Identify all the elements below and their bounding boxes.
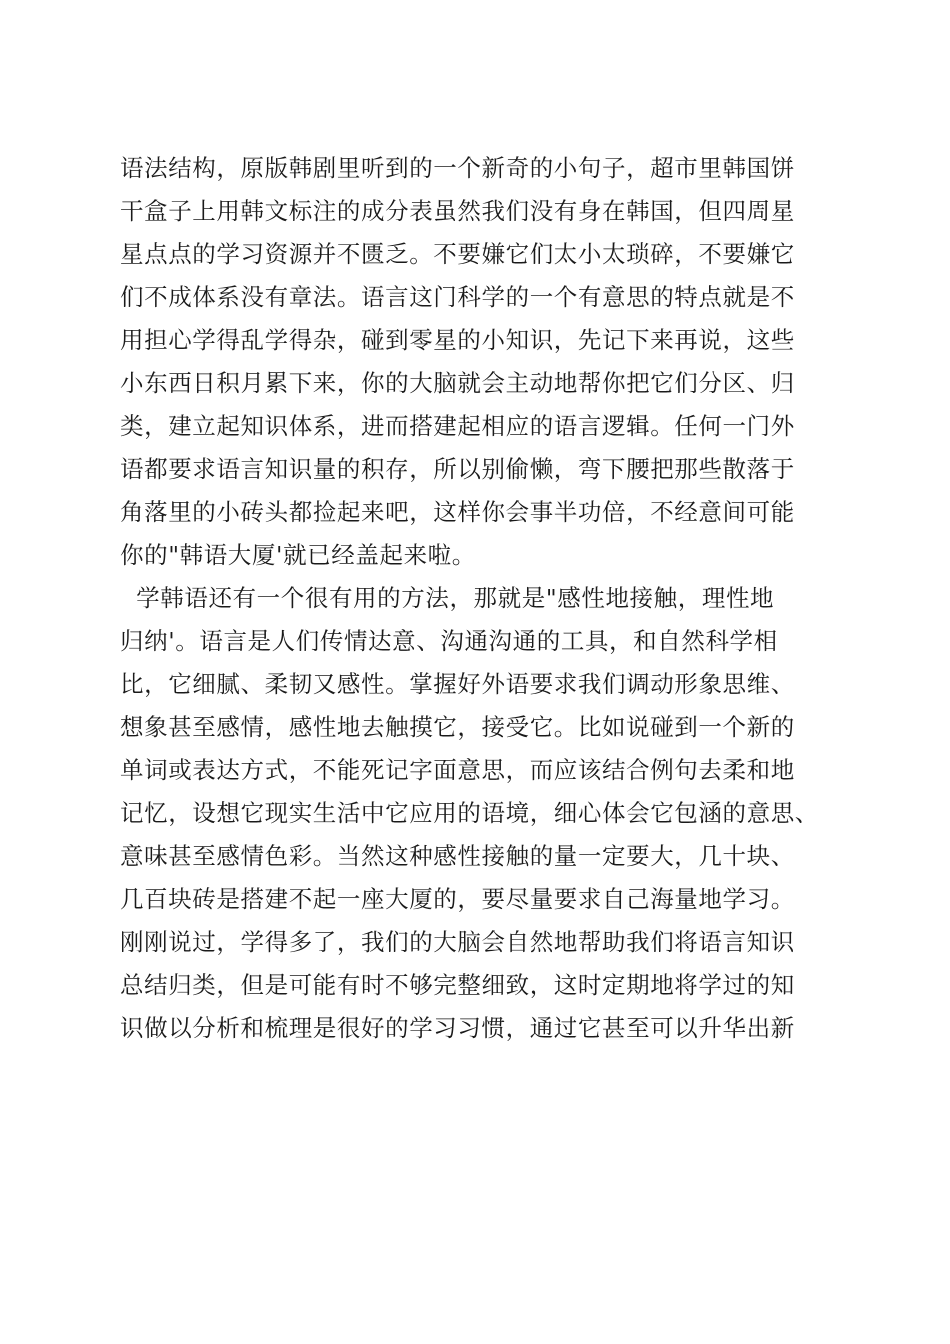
text-line: 你的"韩语大厦'就已经盖起来啦。 (120, 541, 476, 569)
text-line: 比，它细腻、柔韧又感性。掌握好外语要求我们调动形象思维、 (120, 670, 795, 698)
text-line: 小东西日积月累下来，你的大脑就会主动地帮你把它们分区、归 (120, 369, 795, 397)
text-line: 记忆，设想它现实生活中它应用的语境，细心体会它包涵的意思、 (120, 799, 819, 827)
text-line: 干盒子上用韩文标注的成分表虽然我们没有身在韩国，但四周星 (120, 197, 795, 225)
text-line: 们不成体系没有章法。语言这门科学的一个有意思的特点就是不 (120, 283, 795, 311)
text-line: 星点点的学习资源并不匮乏。不要嫌它们太小太琐碎，不要嫌它 (120, 240, 795, 268)
paragraph-start-line: 学韩语还有一个很有用的方法，那就是"感性地接触，理性地 (120, 584, 775, 612)
text-line: 语都要求语言知识量的积存，所以别偷懒，弯下腰把那些散落于 (120, 455, 795, 483)
text-line: 语法结构，原版韩剧里听到的一个新奇的小句子，超市里韩国饼 (120, 154, 795, 182)
text-line: 刚刚说过，学得多了，我们的大脑会自然地帮助我们将语言知识 (120, 928, 795, 956)
text-line: 总结归类，但是可能有时不够完整细致，这时定期地将学过的知 (120, 971, 795, 999)
text-line: 角落里的小砖头都捡起来吧，这样你会事半功倍，不经意间可能 (120, 498, 795, 526)
text-line: 用担心学得乱学得杂，碰到零星的小知识，先记下来再说，这些 (120, 326, 795, 354)
text-line: 类，建立起知识体系，进而搭建起相应的语言逻辑。任何一门外 (120, 412, 795, 440)
text-line: 想象甚至感情，感性地去触摸它，接受它。比如说碰到一个新的 (120, 713, 795, 741)
text-line: 单词或表达方式，不能死记字面意思，而应该结合例句去柔和地 (120, 756, 795, 784)
text-line: 归纳'。语言是人们传情达意、沟通沟通的工具，和自然科学相 (120, 627, 778, 655)
text-line: 几百块砖是搭建不起一座大厦的，要尽量要求自己海量地学习。 (120, 885, 795, 913)
text-line: 识做以分析和梳理是很好的学习习惯，通过它甚至可以升华出新 (120, 1014, 795, 1042)
text-line: 意味甚至感情色彩。当然这种感性接触的量一定要大，几十块、 (120, 842, 795, 870)
